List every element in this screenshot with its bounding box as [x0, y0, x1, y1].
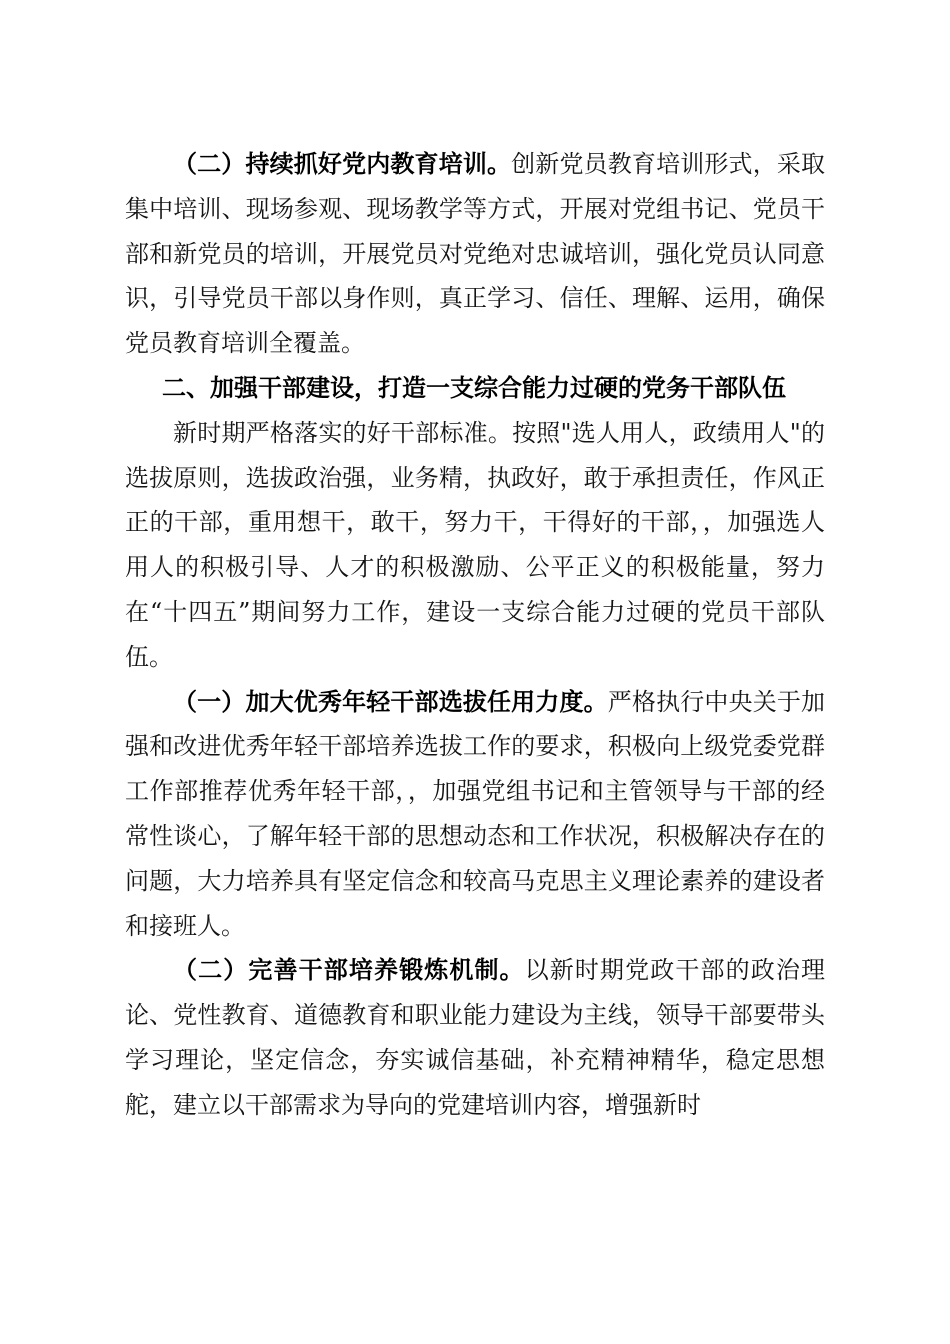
- paragraph-party-education-training: [125, 142, 825, 366]
- paragraph-text: 创新党员教育培训形式，采取集中培训、现场参观、现场教学等方式，开展对党组书记、党员干部和新党员的培训，开展党员对党绝对忠诚培训，强化党员认同意识，引导党员干部以身作则，真正学习、信任、理解、运用，确保党员教育培训全覆盖。: [125, 150, 826, 358]
- subheading-cadre-training-mechanism: （二）完善干部培养锻炼机制。: [173, 956, 525, 985]
- paragraph-text: 新时期严格落实的好干部标准。按照"选人用人，政绩用人"的选拔原则，选拔政治强，业务精，执政好，敢于承担责任，作风正正的干部，重用想干，敢干，努力干，干得好的干部，，加强选人用人的积极引导、人才的积极激励、公平正义的积极能量，努力在“十四五”期间努力工作，建设一支综合能力过硬的党员干部队伍。: [125, 418, 825, 671]
- paragraph-text: 以新时期党政干部的政治理论、党性教育、道德教育和职业能力建设为主线，领导干部要带头学习理论，坚定信念，夯实诚信基础，补充精神精华，稳定思想舵，建立以干部需求为导向的党建培训内容，增强新时: [125, 956, 826, 1119]
- paragraph-young-cadre-selection: [125, 680, 825, 949]
- paragraph-cadre-standard: [125, 411, 825, 680]
- paragraph-cadre-training-mechanism: [125, 948, 825, 1127]
- section-heading-cadre-building: 二、加强干部建设，打造一支综合能力过硬的党务干部队伍: [162, 373, 786, 402]
- subheading-party-education-training: （二）持续抓好党内教育培训。: [173, 150, 512, 178]
- document-body: [125, 142, 825, 1128]
- subheading-young-cadre-selection: （一）加大优秀年轻干部选拔任用力度。: [173, 687, 608, 716]
- paragraph-text: 严格执行中央关于加强和改进优秀年轻干部培养选拔工作的要求，积极向上级党委党群工作部推荐优秀年轻干部，，加强党组书记和主管领导与干部的经常性谈心，了解年轻干部的思想动态和工作状况，积极解决存在的问题，大力培养具有坚定信念和较高马克思主义理论素养的建设者和接班人。: [125, 687, 826, 940]
